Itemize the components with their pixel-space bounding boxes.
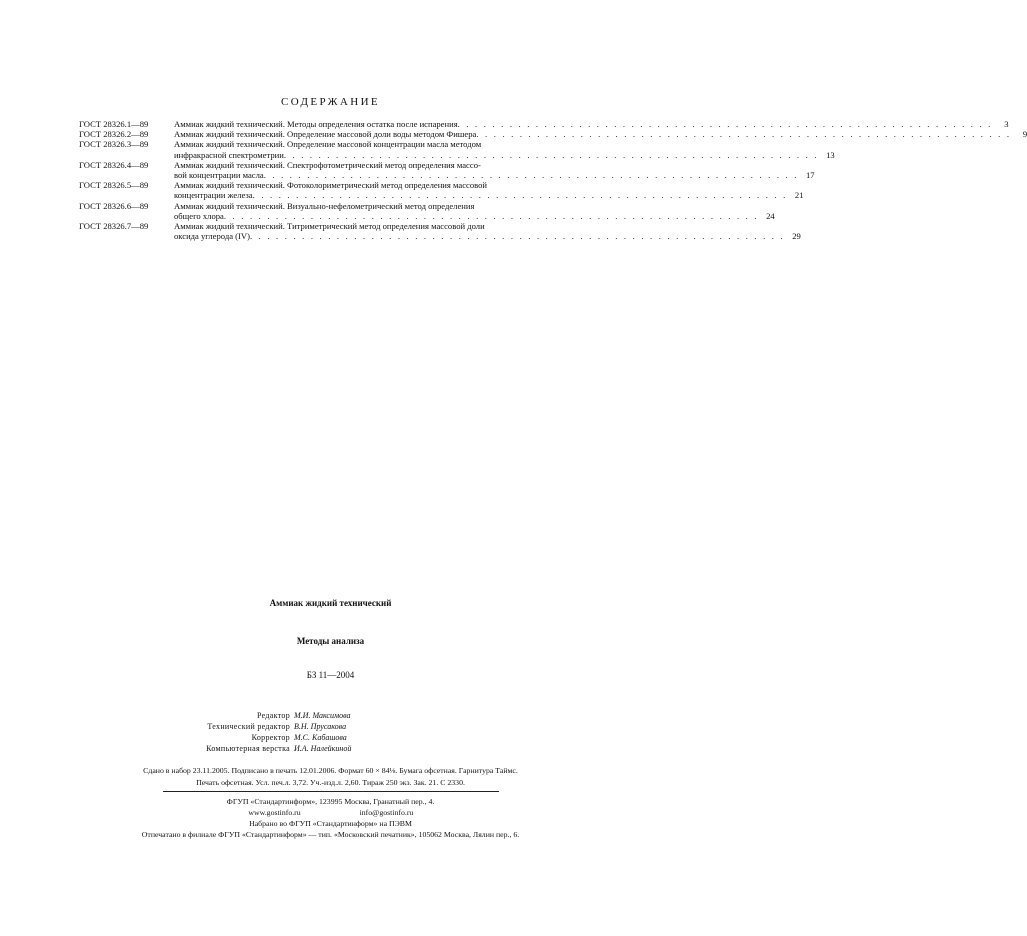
leader-dots: . . . . . . . . . . . . . . . . . . . . . . . . . . . . . . . . . . . . . . . . . . . . . . . . . . . . . . . . . . . . . . — [476, 129, 1012, 140]
toc-entry-title: Аммиак жидкий технический. Спектрофотометрический метод определения массо- — [174, 159, 481, 170]
toc-entry-page: 29 — [792, 231, 801, 242]
credit-person: И.А. Налейкиной — [294, 744, 352, 753]
credit-role: Редактор — [257, 711, 290, 720]
toc-entry-code: ГОСТ 28326.5—89 — [79, 180, 149, 191]
credit-line — [0, 743, 661, 754]
credit-person: М.И. Максимова — [294, 711, 351, 720]
toc-entry-title-cont: инфракрасной спектрометрии — [174, 149, 284, 160]
print-details-line-2: Печать офсетная. Усл. печ.л. 3,72. Уч.-изд.л. 2,60. Тираж 250 экз. Зак. 21. С 2330. — [196, 778, 465, 787]
toc-entry-title: Аммиак жидкий технический. Определение массовой доли воды методом Фишера — [174, 129, 477, 140]
toc-entry[interactable] — [79, 119, 1009, 129]
toc-entry-code: ГОСТ 28326.3—89 — [79, 139, 149, 150]
publisher-website-link[interactable]: www.gostinfo.ru — [248, 808, 301, 817]
typeset-note: Набрано во ФГУП «Стандартинформ» на ПЭВМ — [249, 819, 412, 828]
colophon-subtitle: Методы анализа — [296, 636, 365, 646]
toc-entry-page: 9 — [1022, 129, 1027, 140]
publisher-address: ФГУП «Стандартинформ», 123995 Москва, Гранатный пер., 4. — [226, 797, 435, 806]
leader-dots: . . . . . . . . . . . . . . . . . . . . . . . . . . . . . . . . . . . . . . . . . . . . . . . . . . . . . . . . . . . . . . — [249, 231, 785, 242]
toc-entry-code: ГОСТ 28326.1—89 — [79, 119, 149, 129]
toc-entry-page: 24 — [766, 210, 775, 221]
credit-role: Технический редактор — [207, 722, 290, 731]
credit-line — [0, 721, 661, 732]
credits — [0, 710, 661, 754]
print-details-line-1: Сдано в набор 23.11.2005. Подписано в печать 12.01.2006. Формат 60 × 84⅛. Бумага офсетная. Гарнитура Таймс. — [143, 766, 518, 775]
credit-role: Корректор — [251, 733, 290, 742]
toc-entry-page: 3 — [1004, 119, 1009, 129]
credit-role: Компьютерная верстка — [206, 744, 290, 753]
leader-dots: . . . . . . . . . . . . . . . . . . . . . . . . . . . . . . . . . . . . . . . . . . . . . . . . . . . . . . . . . . . . . . — [252, 190, 788, 201]
toc-entry[interactable] — [79, 200, 775, 221]
toc-entry-title: Аммиак жидкий технический. Методы определения остатка после испарения — [174, 119, 458, 129]
series-code: БЗ 11—2004 — [306, 670, 355, 680]
publisher-email-link[interactable]: info@gostinfo.ru — [359, 808, 414, 817]
toc-entry-page: 21 — [794, 190, 804, 201]
toc-entry-code: ГОСТ 28326.2—89 — [79, 129, 149, 140]
printed-note: Отпечатано в филиале ФГУП «Стандартинформ» — тип. «Московский печатник», 105062 Москва, Лялин пер., 6. — [141, 830, 520, 839]
leader-dots: . . . . . . . . . . . . . . . . . . . . . . . . . . . . . . . . . . . . . . . . . . . . . . . . . . . . . . . . . . . . . . — [223, 210, 759, 221]
toc-entry-title: Аммиак жидкий технический. Фотоколориметрический метод определения массовой — [174, 180, 488, 191]
toc-entry-title-cont: общего хлора — [174, 210, 224, 221]
credit-person: В.Н. Прусакова — [294, 722, 347, 731]
toc-entry-code: ГОСТ 28326.4—89 — [79, 159, 149, 170]
table-of-contents — [79, 119, 1027, 242]
toc-entry-title: Аммиак жидкий технический. Определение массовой концентрации масла методом — [174, 139, 482, 150]
leader-dots: . . . . . . . . . . . . . . . . . . . . . . . . . . . . . . . . . . . . . . . . . . . . . . . . . . . . . . . . . . . . . . — [457, 119, 993, 129]
toc-entry-title-cont: концентрации железа — [174, 190, 253, 201]
toc-entry-title: Аммиак жидкий технический. Визуально-нефелометрический метод определения — [174, 200, 475, 211]
leader-dots: . . . . . . . . . . . . . . . . . . . . . . . . . . . . . . . . . . . . . . . . . . . . . . . . . . . . . . . . . . . . . . — [263, 170, 799, 181]
divider — [163, 791, 499, 792]
toc-entry-page: 17 — [805, 170, 815, 181]
toc-entry-title-cont: оксида углерода (IV) — [174, 231, 250, 242]
toc-entry[interactable] — [79, 221, 801, 242]
toc-heading: СОДЕРЖАНИЕ — [280, 96, 381, 108]
toc-entry-page: 13 — [826, 149, 835, 160]
credit-line — [0, 732, 661, 743]
publisher-contacts — [0, 808, 661, 817]
toc-entry-code: ГОСТ 28326.7—89 — [79, 221, 149, 232]
toc-entry[interactable] — [79, 129, 1027, 140]
credit-line — [0, 710, 661, 721]
toc-entry-title: Аммиак жидкий технический. Титриметрический метод определения массовой доли — [174, 221, 485, 232]
credit-person: М.С. Кабашова — [294, 733, 347, 742]
toc-entry-code: ГОСТ 28326.6—89 — [79, 200, 149, 211]
toc-entry-title-cont: вой концентрации масла — [174, 170, 264, 181]
colophon-title: Аммиак жидкий технический — [269, 598, 392, 608]
leader-dots: . . . . . . . . . . . . . . . . . . . . . . . . . . . . . . . . . . . . . . . . . . . . . . . . . . . . . . . . . . . . . . — [283, 149, 819, 160]
toc-entry[interactable] — [79, 139, 835, 160]
toc-entry[interactable] — [79, 159, 815, 181]
toc-entry[interactable] — [79, 180, 804, 201]
